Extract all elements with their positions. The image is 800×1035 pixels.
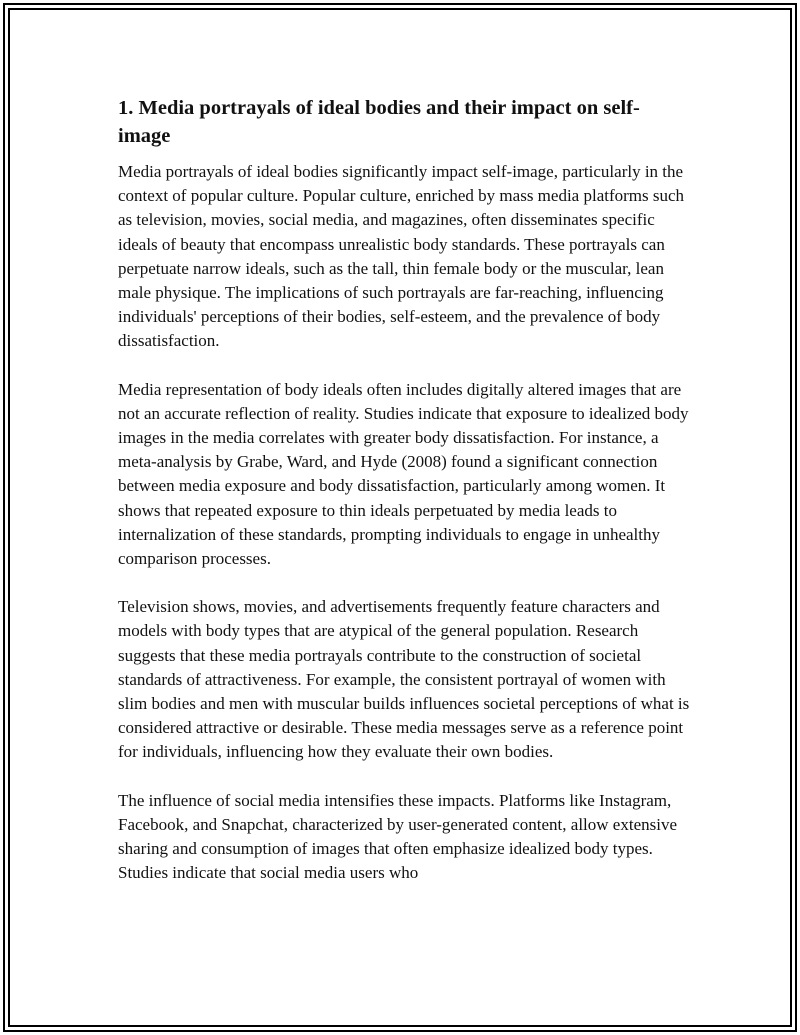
paragraph-1: Media portrayals of ideal bodies significantly impact self-image, particularly in the context of popular culture. Popular culture, enriched by mass media platforms such as television, movies, social media, and magazines, often disseminates specific ideals of beauty that encompass unrealistic body standards. These portrayals can perpetuate narrow ideals, such as the tall, thin female body or the muscular, lean male physique. The implications of such portrayals are far-reaching, influencing individuals' perceptions of their bodies, self-esteem, and the prevalence of body dissatisfaction. xyxy=(118,162,685,351)
paragraph-4: The influence of social media intensifies these impacts. Platforms like Instagram, Facebook, and Snapchat, characterized by user-generated content, allow extensive sharing and consumption of images that often emphasize idealized body types. Studies indicate that social media users who xyxy=(118,790,677,883)
paragraph-2: Media representation of body ideals often includes digitally altered images that are not an accurate reflection of reality. Studies indicate that exposure to idealized body images in the media correlates with greater body dissatisfaction. For instance, a meta-analysis by Grabe, Ward, and Hyde (2008) found a significant connection between media exposure and body dissatisfaction, particularly among women. It shows that repeated exposure to thin ideals perpetuated by media leads to internalization of these standards, prompting individuals to engage in unhealthy comparison processes. xyxy=(118,379,689,569)
section-heading: 1. Media portrayals of ideal bodies and their impact on self-image xyxy=(118,97,640,147)
document-body xyxy=(118,94,690,909)
paragraph-3: Television shows, movies, and advertisements frequently feature characters and models with body types that are atypical of the general population. Research suggests that these media portrayals contribute to the construction of societal standards of attractiveness. For example, the consistent portrayal of women with slim bodies and men with muscular builds influences societal perceptions of what is considered attractive or desirable. These media messages serve as a reference point for individuals, influencing how they evaluate their own bodies. xyxy=(118,597,690,762)
